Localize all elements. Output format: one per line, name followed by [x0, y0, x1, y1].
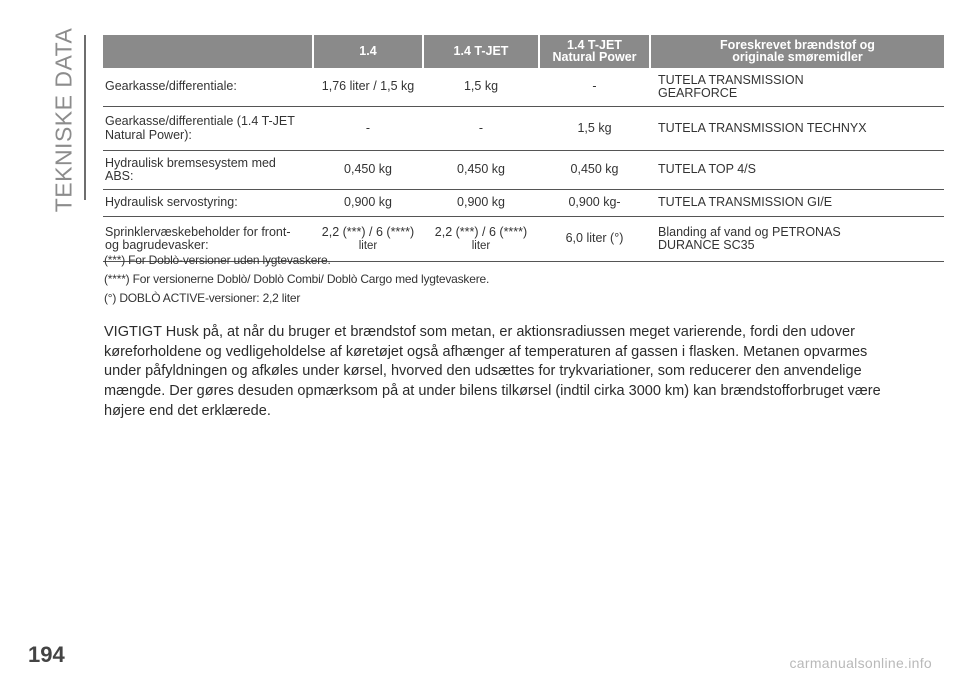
lubricant-name: TUTELA TRANSMISSION TECHNYX: [650, 107, 944, 151]
header-engine-natural-power: 1.4 T-JET Natural Power: [539, 35, 650, 68]
lubricant-name: TUTELA TRANSMISSION GEARFORCE: [650, 68, 944, 107]
value-1-4-tjet: -: [423, 107, 539, 151]
value-1-4-tjet: 0,900 kg: [423, 190, 539, 217]
section-title: [44, 27, 84, 213]
value-1-4-tjet: 0,450 kg: [423, 151, 539, 190]
component-name: Sprinklervæskebeholder for front- og bagrudevasker:: [103, 217, 313, 262]
section-title-text: TEKNISKE DATA: [50, 27, 77, 213]
lubricants-table: [103, 35, 944, 262]
value-1-4: -: [313, 107, 423, 151]
component-name: Gearkasse/differentiale (1.4 T-JET Natural Power):: [103, 107, 313, 151]
value-1-4-unit: liter: [358, 239, 378, 252]
header-engine-1-4: 1.4: [313, 35, 423, 68]
header-lubricants: Foreskrevet brændstof og originale smøremidler: [650, 35, 944, 68]
value-1-4-tjet-unit: liter: [471, 239, 491, 252]
table-row: [103, 68, 944, 107]
lubricant-name: TUTELA TRANSMISSION GI/E: [650, 190, 944, 217]
value-1-4: 0,450 kg: [313, 151, 423, 190]
value-natural-power: 6,0 liter (°): [539, 217, 650, 262]
component-name: Gearkasse/differentiale:: [103, 68, 313, 107]
value-1-4: 1,76 liter / 1,5 kg: [313, 68, 423, 107]
value-1-4-tjet-amount: 2,2 (***) / 6 (****): [434, 225, 528, 240]
value-natural-power: 0,900 kg-: [539, 190, 650, 217]
lubricant-name: TUTELA TOP 4/S: [650, 151, 944, 190]
value-1-4-tjet: 1,5 kg: [423, 68, 539, 107]
footnote: (°) DOBLÒ ACTIVE-versioner: 2,2 liter: [104, 290, 301, 305]
component-name: Hydraulisk servostyring:: [103, 190, 313, 217]
lubricant-name: Blanding af vand og PETRONAS DURANCE SC35: [650, 217, 944, 262]
page-number: 194: [28, 642, 65, 667]
header-engine-1-4-tjet: 1.4 T-JET: [423, 35, 539, 68]
value-natural-power: 0,450 kg: [539, 151, 650, 190]
header-component: [103, 35, 313, 68]
section-divider: [84, 35, 86, 200]
value-1-4-amount: 2,2 (***) / 6 (****): [321, 225, 415, 240]
footnote: (****) For versionerne Doblò/ Doblò Combi/ Doblò Cargo med lygtevaskere.: [104, 271, 490, 286]
table-row: [103, 151, 944, 190]
table-footnotes: [104, 254, 944, 310]
component-name: Hydraulisk bremsesystem med ABS:: [103, 151, 313, 190]
value-natural-power: 1,5 kg: [539, 107, 650, 151]
table-header-row: [103, 35, 944, 68]
table-row: [103, 107, 944, 151]
table-row: [103, 190, 944, 217]
watermark: carmanualsonline.info: [789, 655, 932, 671]
value-natural-power: -: [539, 68, 650, 107]
value-1-4: 0,900 kg: [313, 190, 423, 217]
important-note: VIGTIGT Husk på, at når du bruger et brændstof som metan, er aktionsradiussen meget varierende, fordi den udover køreforholdene og vedligeholdelse af køretøjet også afhænger af temperaturen af gassen i flasken. Metanen opvarmes under påfyldningen og afkøles under kørsel, hvorved den udsættes for trykvariationer, som reducerer den anvendelige mængde. Der gøres desuden opmærksom på at under bilens tilkørsel (indtil cirka 3000 km) kan brændstofforbruget være højere end det erklærede.: [104, 324, 881, 419]
footnote: (***) For Doblò-versioner uden lygtevaskere.: [104, 253, 331, 267]
